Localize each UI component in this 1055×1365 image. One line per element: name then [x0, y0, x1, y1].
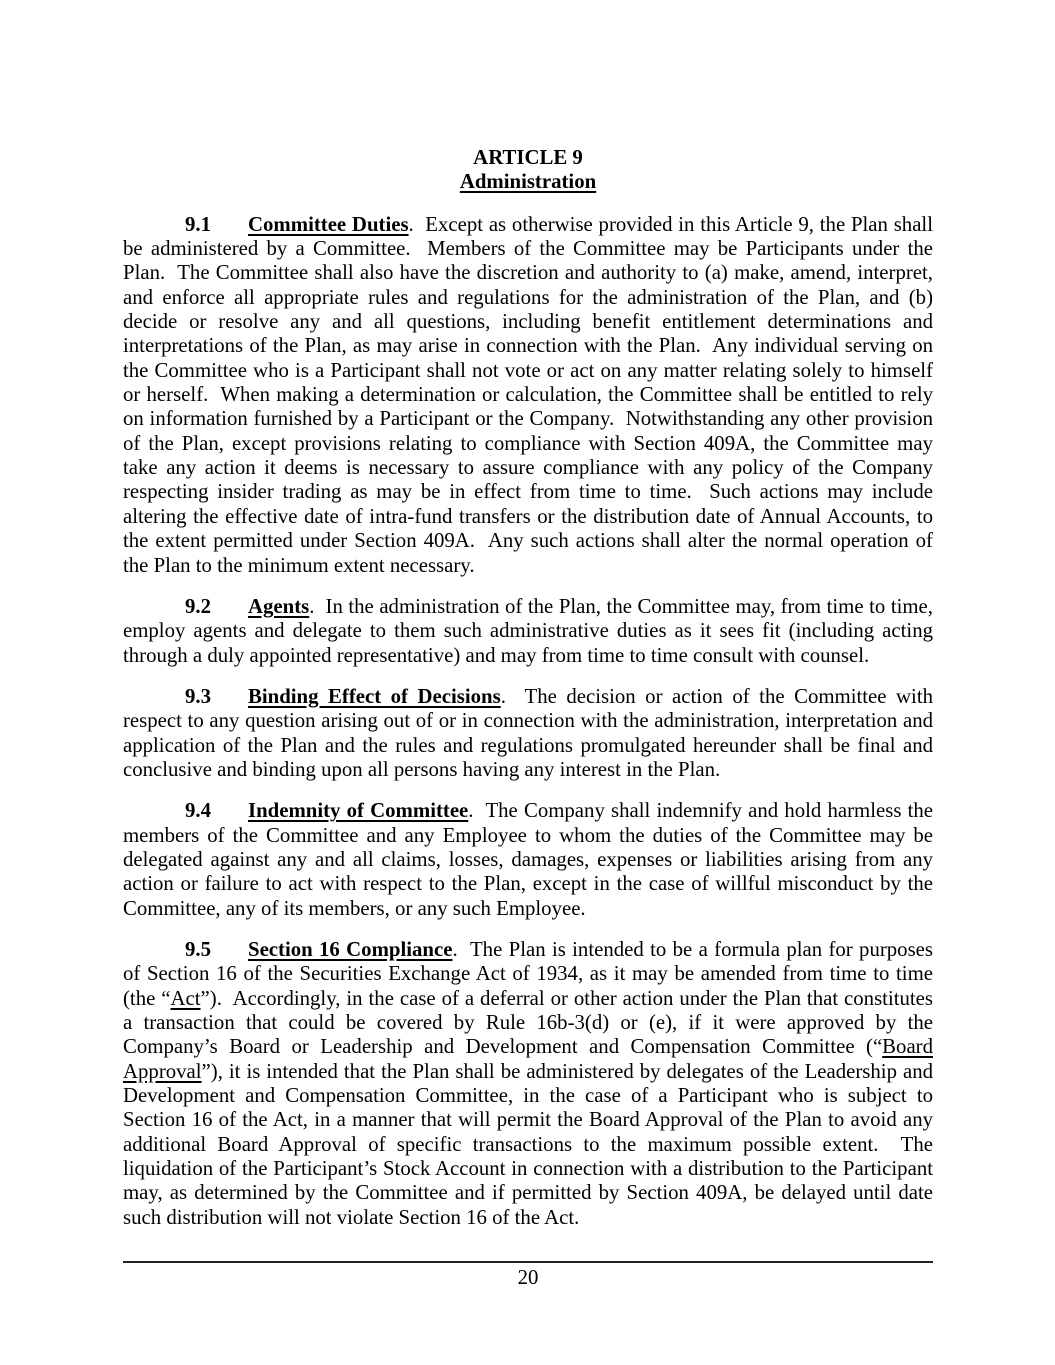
section-number: 9.2 — [185, 594, 211, 618]
section-body: . In the administration of the Plan, the Committee may, from time to time, employ agents and delegate to them such administrative duties as it sees fit (including acting through a duly appointed representative) and may from time to time consult with counsel. — [123, 594, 933, 667]
article-name-heading: Administration — [459, 170, 597, 194]
section-body: . The Company shall indemnify and hold harmless the members of the Committee and any Employee to whom the duties of the Committee may be delegated against any and all claims, losses, damages, expenses or liabilities arising from any action or failure to act with respect to the Plan, except in the case of willful misconduct by the Committee, any of its members, or any such Employee. — [123, 799, 933, 920]
section-heading: Committee Duties — [248, 212, 409, 236]
section-heading: Agents — [248, 594, 310, 618]
section-number: 9.5 — [185, 937, 211, 961]
section-number: 9.4 — [185, 799, 211, 823]
section-number: 9.3 — [185, 684, 211, 708]
page-footer — [123, 1261, 933, 1290]
section-heading: Indemnity of Committee — [248, 799, 469, 823]
article-title-block — [123, 146, 933, 195]
section-paragraph-9-3 — [123, 685, 933, 782]
section-number: 9.1 — [185, 212, 211, 236]
document-content — [123, 146, 933, 1230]
section-heading: Section 16 Compliance — [248, 937, 453, 961]
section-body: . The Plan is intended to be a formula plan for purposes of Section 16 of the Securities Exchange Act of 1934, as it may be amended from time to time (the “Act”). Accordingly, in the case of a deferral or other action under the Plan that constitutes a transaction that could be covered by Rule 16b-3(d) or (e), if it were approved by the Company’s Board or Leadership and Development and Compensation Committee (“Board Approval”), it is intended that the Plan shall be administered by delegates of the Leadership and Development and Compensation Committee, in the case of a Participant who is subject to Section 16 of the Act, in a manner that will permit the Board Approval of the Plan to avoid any additional Board Approval of specific transactions to the maximum possible extent. The liquidation of the Participant’s Stock Account in connection with a distribution to the Participant may, as determined by the Committee and if permitted by Section 409A, be delayed until date such distribution will not violate Section 16 of the Act. — [123, 937, 933, 1229]
section-paragraph-9-2 — [123, 595, 933, 668]
section-heading: Binding Effect of Decisions — [248, 684, 501, 708]
section-paragraph-9-1 — [123, 213, 933, 578]
article-number-heading: ARTICLE 9 — [473, 146, 583, 169]
section-body: . Except as otherwise provided in this Article 9, the Plan shall be administered by a Committee. Members of the Committee may be Participants under the Plan. The Committee shall also have the discretion and authority to (a) make, amend, interpret, and enforce all appropriate rules and regulations for the administration of the Plan, and (b) decide or resolve any and all questions, including benefit entitlement determinations and interpretations of the Plan, as may arise in connection with the Plan. Any individual serving on the Committee who is a Participant shall not vote or act on any matter relating solely to himself or herself. When making a determination or calculation, the Committee shall be entitled to rely on information furnished by a Participant or the Company. Notwithstanding any other provision of the Plan, except provisions relating to compliance with Section 409A, the Committee may take any action it deems is necessary to assure compliance with any policy of the Company respecting insider trading as may be in effect from time to time. Such actions may include altering the effective date of intra-fund transfers or the distribution date of Annual Accounts, to the extent permitted under Section 409A. Any such actions shall alter the normal operation of the Plan to the minimum extent necessary. — [123, 212, 933, 577]
section-paragraph-9-4 — [123, 799, 933, 921]
section-body: . The decision or action of the Committee with respect to any question arising out of or in connection with the administration, interpretation and application of the Plan and the rules and regulations promulgated hereunder shall be final and conclusive and binding upon all persons having any interest in the Plan. — [123, 684, 933, 781]
page-number: 20 — [517, 1266, 539, 1289]
section-paragraph-9-5 — [123, 938, 933, 1230]
